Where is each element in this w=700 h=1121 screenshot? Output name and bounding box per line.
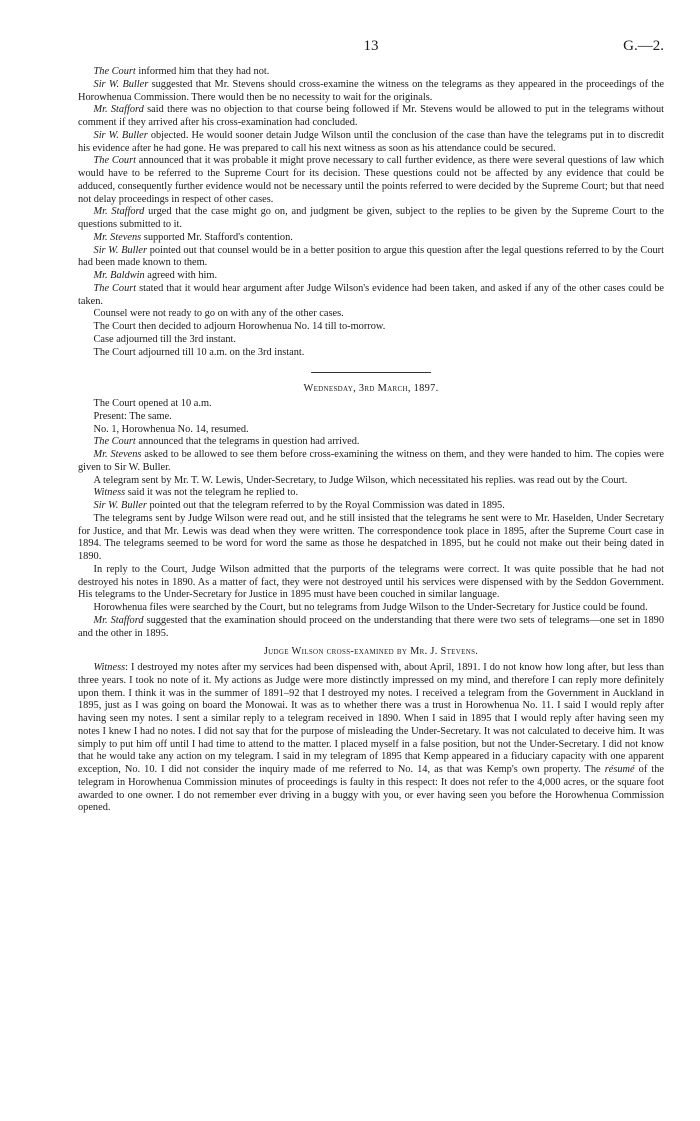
running-head (78, 40, 664, 66)
paragraph (78, 334, 664, 347)
paragraph (78, 79, 664, 105)
paragraph (78, 130, 664, 156)
paragraph-text: announced that it was probable it might prove necessary to call further evidence, as there were several questions of law which would have to be referred to the Supreme Court for its decision. These questions could not be affected by any evidence that could be adduced, consequently further evidence would not be necessary until the points referred to were decided by the Supreme Court; but that need not delay proceedings in respect of other cases. (78, 155, 664, 205)
speaker-name: The Court (93, 282, 137, 294)
speaker-name: Mr. Baldwin (93, 270, 145, 281)
paragraph (78, 155, 664, 206)
paragraph (78, 615, 664, 641)
speaker-name: The Court (93, 155, 136, 167)
paragraph-text: suggested that Mr. Stevens should cross-examine the witness on the telegrams as they appeared in the proceedings of the Horowhenua Commission. There would then be no necessity to wait for the originals. (78, 78, 664, 103)
section-divider (311, 372, 431, 373)
paragraph-text: announced that the telegrams in question had arrived. (135, 436, 360, 448)
paragraph-text: Counsel were not ready to go on with any of the other cases. (93, 308, 344, 320)
speaker-name: Witness (93, 662, 126, 673)
paragraph (78, 245, 664, 271)
page-number: 13 (363, 38, 379, 54)
paragraph-text: A telegram sent by Mr. T. W. Lewis, Under-Secretary, to Judge Wilson, which necessitated his replies. was read out by the Court. (93, 474, 628, 486)
paragraph (78, 283, 664, 309)
cross-examination-heading: Judge Wilson cross-examined by Mr. J. Stevens. (263, 646, 479, 658)
paragraph (78, 602, 664, 615)
paragraph (78, 436, 664, 449)
paragraph-text: said there was no objection to that course being followed if Mr. Stevens would be allowed to put in the telegrams without comment if they arrived after his cross-examination had concluded. (78, 104, 664, 128)
paragraph (78, 449, 664, 475)
paragraph (78, 232, 664, 245)
paragraph-text: No. 1, Horowhenua No. 14, resumed. (93, 423, 249, 435)
paragraph-text: suggested that the examination should proceed on the understanding that there were two sets of telegrams—one set in 1890 and the other in 1895. (78, 614, 664, 639)
speaker-name: Sir W. Buller (93, 244, 148, 256)
paragraph-text: objected. He would sooner detain Judge Wilson until the conclusion of the case than have the telegrams put in to discredit his evidence after he had gone. He was prepared to call his next witness as soon as his attendance could be secured. (78, 129, 664, 154)
paragraph (78, 104, 664, 130)
paragraph-text: The Court then decided to adjourn Horowhenua No. 14 till to-morrow. (93, 321, 386, 332)
speaker-name: Mr. Stevens (93, 231, 142, 243)
paragraph-text: In reply to the Court, Judge Wilson admitted that the purports of the telegrams were correct. It was quite possible that he had not destroyed his notes in 1890. As a matter of fact, they were not destroyed until his services were dispensed with by the Seddon Government. His telegrams to the Under-Secretary for Justice in 1895 must have been couched in similar language. (78, 563, 664, 601)
paragraph-text: said it was not the telegram he replied to. (125, 487, 299, 499)
speaker-name: Sir W. Buller (93, 500, 147, 511)
paper-reference: G.—2. (623, 38, 664, 54)
speaker-name: Sir W. Buller (93, 78, 149, 90)
paragraph (78, 398, 664, 411)
paragraph-text: supported Mr. Stafford's contention. (141, 231, 293, 243)
speaker-name: Mr. Stafford (93, 206, 145, 218)
paragraph (78, 487, 664, 500)
speaker-name: The Court (93, 66, 136, 77)
paragraph (78, 500, 664, 513)
paragraph-text: Horowhenua files were searched by the Court, but no telegrams from Judge Wilson to the Under-Secretary for Justice could be found. (93, 602, 648, 613)
paragraph-text: pointed out that the telegram referred to by the Royal Commission was dated in 1895. (146, 500, 505, 511)
paragraph (78, 270, 664, 283)
paragraph-text: Case adjourned till the 3rd instant. (93, 333, 236, 345)
paragraph (78, 321, 664, 334)
paragraph-text: stated that it would hear argument after Judge Wilson's evidence had been taken, and asked if any of the other cases could be taken. (78, 282, 665, 307)
speaker-name: Witness (93, 487, 126, 499)
paragraph (78, 424, 664, 437)
document-page (78, 40, 664, 815)
paragraph (78, 564, 664, 602)
date-heading: Wednesday, 3rd March, 1897. (303, 383, 439, 395)
resume-word: résumé (604, 764, 635, 775)
paragraph-text: Present: The same. (93, 410, 172, 422)
paragraph-text: The Court opened at 10 a.m. (93, 398, 212, 409)
paragraph (78, 513, 664, 564)
proceedings-section-1 (78, 66, 664, 359)
paragraph (78, 66, 664, 79)
paragraph (78, 308, 664, 321)
testimony-text: : I destroyed my notes after my services had been dispensed with, about April, 1891. I do not know how long after, but less than three years. I took no note of it. My actions as Judge were more distinctly impressed on my mind, and therefore I can reply more definitely upon them. I think it was in the summer of 1891–92 that I destroyed my notes. I received a telegram from the Government in Auckland in 1895, just as I was going on board the Monowai. It was as to whether there was a trust in Horowhenua No. 11. I said I would reply after having seen my notes. I sent a similar reply to a telegram received in 1890. When I said in 1895 that I would reply after having seen my notes I knew I had no notes. I did not say that for the purpose of misleading the Under-Secretary. It was not calculated to deceive him. It was simply to put him off until I had time to attend to the matter. I placed myself in a false position, but not the Under-Secretary. I did not know that he would take any action on my telegram. I said in my telegram of 1895 that Kemp appeared in a fiduciary capacity with one apparent exception, No. 10. I did not consider the inquiry made of me referred to No. 14, as that was Kemp's own property. The (78, 662, 664, 775)
speaker-name: Sir W. Buller (93, 129, 148, 141)
proceedings-section-2 (78, 398, 664, 640)
paragraph-text: agreed with him. (144, 270, 218, 281)
paragraph-text: asked to be allowed to see them before cross-examining the witness on them, and they were handed to him. The copies were given to Sir W. Buller. (78, 449, 665, 473)
paragraph-text: urged that the case might go on, and judgment be given, subject to the replies to be given by the Supreme Court to the questions submitted to it. (78, 206, 664, 230)
paragraph-text: informed him that they had not. (135, 66, 270, 77)
witness-testimony (78, 662, 664, 815)
speaker-name: Mr. Stevens (93, 449, 142, 460)
paragraph-text: The telegrams sent by Judge Wilson were read out, and he still insisted that the telegrams he sent were to Mr. Haselden, Under Secretary for Justice, and that Mr. Lewis was dead when they were written. The correspondence took place in 1895, after the Supreme Court case in 1894. The telegrams seemed to be word for word the same as those he despatched in 1895, but he could not make out their being dated in 1890. (78, 512, 664, 562)
paragraph (78, 475, 664, 488)
paragraph-text: The Court adjourned till 10 a.m. on the 3rd instant. (93, 346, 305, 358)
speaker-name: Mr. Stafford (93, 104, 144, 116)
paragraph (78, 347, 664, 360)
speaker-name: Mr. Stafford (93, 614, 144, 626)
paragraph (78, 206, 664, 232)
paragraph (78, 411, 664, 424)
speaker-name: The Court (93, 436, 136, 448)
paragraph-text: pointed out that counsel would be in a better position to argue this question after the legal questions referred to by the Court had been made known to them. (78, 244, 664, 269)
testimony-text-continued: of the telegram in Horowhenua Commission minutes of proceedings is faulty in this respect: It does not refer to the 4,000 acres, or the square foot awarded to one owner. I do not remember ever driving in a buggy with you, or ever having seen you before the Horowhenua Commission opened. (78, 764, 664, 814)
